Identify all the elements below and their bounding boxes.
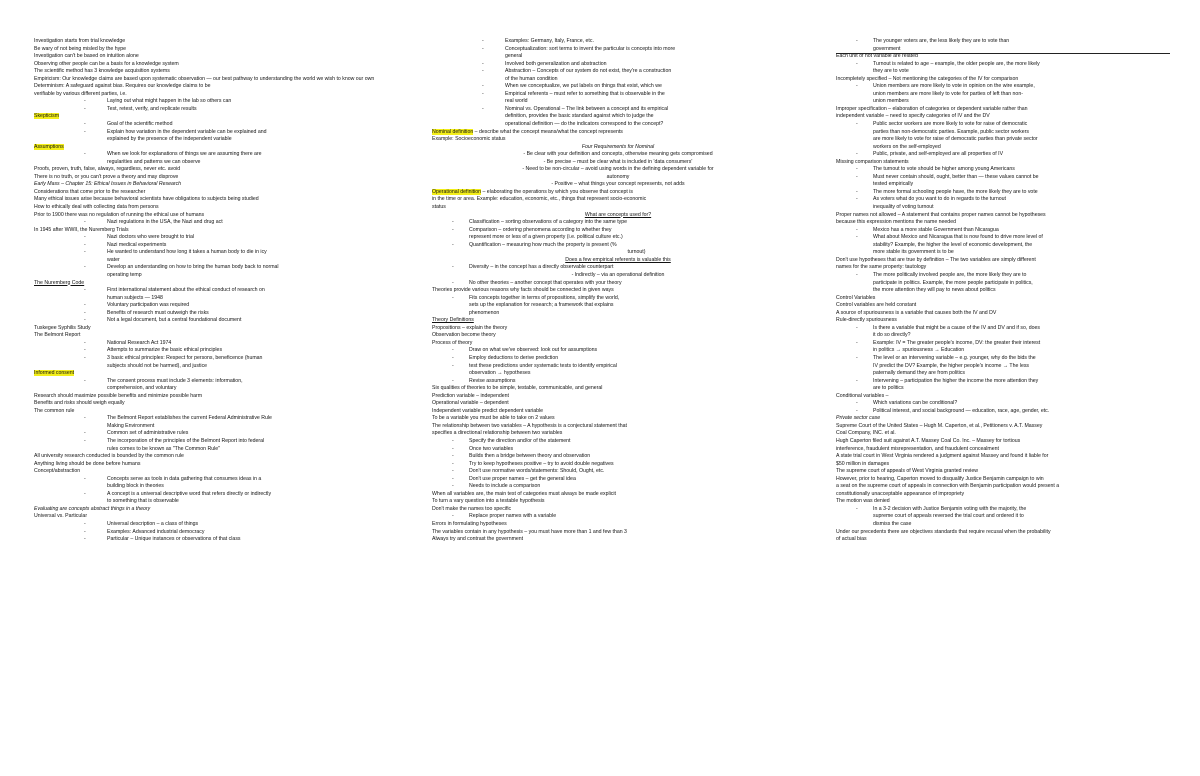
text-line: Evaluating are concepts abstract things in a theory [34,505,151,512]
text-line: government [873,45,901,52]
text-line: Independent variable predict dependent variable [432,407,544,414]
text-line: - Which variations can be conditional? [836,400,1170,408]
text-line: - When we look for explanations of things we are assuming there are [34,151,402,159]
text-line: - Comparison – ordering phenomena according to whether they [432,227,804,235]
text-line: to something that is observable [107,498,179,505]
text-line: Under our precedents there are objectives standards that require recusal when the probability [836,528,1051,535]
text-line: The supreme court of appeals of West Virginia granted review [836,468,978,475]
highlighted-term: Skepticism [34,113,60,120]
text-line: - Political interest, and social background — education, race, age, gender, etc. [836,408,1170,416]
text-line [34,370,402,378]
text-line: Be wary of not being misled by the hype [34,45,126,52]
text-line: - A concept is a universal descriptive word that refers directly or indirectly [34,491,402,499]
text-line: turnout) [627,249,646,256]
text-line: - Attempts to summarize the basic ethical principles [34,347,402,355]
text-line: - Test, retest, verify, and replicate results [34,106,402,114]
text-line: Anything living should be done before humans [34,460,141,467]
text-line: - Indirectly – via an operational definition [571,271,665,278]
text-line: independent variable – need to specify categories of IV and the DV [836,113,990,120]
text-line: Conditional variables – [836,392,889,399]
text-line: - Intervening – participation the higher the income the more attention they [836,378,1170,386]
highlighted-term: Informed consent [34,370,75,377]
text-line: Proofs, proven, truth, false, always, regardless, never etc. avoid [34,166,181,173]
column-3 [836,38,1170,544]
text-line: IV predict the DV? Example, the higher people's income → The less [873,362,1030,369]
text-line: - Develop an understanding on how to bring the human body back to normal [34,264,402,272]
text-line: - Specify the direction and/or of the statement [432,438,804,446]
highlighted-term: Nominal definition [432,128,474,135]
text-line: - The more formal schooling people have, the more likely they are to vote [836,189,1170,197]
text-line: explained by the presence of the independent variable [107,136,232,143]
text-line: phenomenon [469,309,500,316]
text-line: - Builds then a bridge between theory and observation [432,453,804,461]
text-line: Universal vs. Particular [34,513,88,520]
text-line: - Employ deductions to derive prediction [432,355,804,363]
text-line: - As voters what do you want to do in regards to the turnout [836,196,1170,204]
text-line: Don't use hypotheses that are true by definition – The two variables are simply different [836,256,1036,263]
text-line: it do so directly? [873,332,911,339]
text-line: rules comes to be known as "The Common Rule" [107,445,220,452]
text-line: union members [873,98,909,105]
text-line: - Nominal vs. Operational – The link between a concept and its empirical [432,106,804,114]
text-line: - Empirical referents – must refer to something that is observable in the [432,91,804,99]
text-line: - Public, private, and self-employed are all properties of IV [836,151,1170,159]
text-line: Proper names not allowed – A statement that contains proper names cannot be hypotheses [836,211,1046,218]
text-line: Observing other people can be a basis for a knowledge system [34,60,179,67]
text-line: Don't make the names too specific [432,505,512,512]
text-line: Observation become theory [432,332,496,339]
text-line: - The turnout to vote should be higher among young Americans [836,166,1170,174]
text-line: supreme court of appeals reversed the trial court and ordered it to [873,513,1024,520]
text-line: represent more or less of a given property (i.e. political culture etc.) [469,234,623,241]
text-line: Private sector case [836,415,881,422]
text-line: - Don't use normative words/statements: Should, Ought, etc. [432,468,804,476]
text-line: The Nuremberg Code [34,279,85,286]
text-line: - National Research Act 1974 [34,340,402,348]
column-2 [432,38,804,544]
text-line: - Must never contain should, ought, better than — these values cannot be [836,174,1170,182]
text-line: Process of theory [432,339,473,346]
text-line: The relationship between two variables – A hypothesis is a conjectural statement that [432,422,627,429]
text-line: specifies a directional relationship between two variables [432,430,563,437]
text-line: - Revise assumptions [432,378,804,386]
text-line: Empiricism: Our knowledge claims are based upon systematic observation — our best pathway to understanding the world we wish to know our own [34,75,375,82]
term-definition: – elaborating the operations by which you observe that concept is [481,188,634,195]
text-line: - Mexico has a more stable Government than Nicaragua [836,227,1170,235]
text-line: There is no truth, or you can't prove a theory and may disprove [34,173,179,180]
text-line: - Example: IV = The greater people's income, DV: the greater their interest [836,340,1170,348]
text-line: parties than non-democratic parties. Example, public sector workers [873,128,1029,135]
text-line: interference, fraudulent misrepresentation, and fraudulent concealment [836,445,999,452]
text-line: To turn a vary question into a testable hypothesis [432,498,545,505]
text-line: - Public sector workers are more likely to vote for raise of democratic [836,121,1170,129]
text-line: - Laying out what might happen in the lab so others can [34,98,402,106]
text-line: Investigation starts from trial knowledge [34,38,126,44]
text-line: they are to vote [873,68,909,75]
text-line: human subjects — 1948 [107,294,163,301]
text-line: Missing comparison statements [836,158,909,165]
text-line: - Classification – sorting observations of a category into the same type [432,219,804,227]
text-line: The Belmont Report [34,332,81,339]
text-line: - The younger voters are, the less likely they are to vote than [836,38,1170,46]
text-line: comprehension, and voluntary [107,385,177,392]
text-line: Theories provide various reasons why facts should be connected in given ways [432,287,614,294]
text-line: - test these predictions under systematic tests to identify empirical [432,363,804,371]
text-line: - Union members are more likely to vote in opinion on the wire example, [836,83,1170,91]
text-line: definition, provides the basic standard against which to judge the [505,113,654,120]
text-line: Theory Definitions [432,317,474,324]
text-line: Always try and contrast the government [432,536,524,543]
text-line: - The level or an intervening variable – e.g. younger, why do the bids the [836,355,1170,363]
text-line: real world [505,98,528,105]
text-line: Improper specification – elaboration of categories or dependent variable rather than [836,105,1028,112]
text-line: How to ethically deal with collecting data from persons [34,204,159,211]
text-line: because this expression mentions the name needed [836,219,956,226]
text-line: dismiss the case [873,521,912,527]
text-line: - Quantification – measuring how much the property is present (% [432,242,804,250]
column-1 [34,38,402,544]
text-line: workers on the self-employed [873,143,941,150]
text-line: regularities and patterns we can observe [107,158,201,165]
text-line: Operational variable – dependent [432,400,509,407]
text-line: - Concepts serve as tools in data gathering that consumes ideas in a [34,476,402,484]
text-line: Errors in formulating hypotheses [432,521,507,527]
text-line: - He wanted to understand how long it takes a human body to die in icy [34,249,402,257]
text-line: sets up the explanation for research; a framework that explains [469,302,614,309]
text-line: Coal Company, INC. et al. [836,430,896,437]
text-line: - Not a legal document, but a central foundational document [34,317,402,325]
text-line: Propositions – explain the theory [432,324,508,331]
text-line: Prior to 1900 there was no regulation of running the ethical use of humans [34,211,205,218]
text-line: - Universal description – a class of things [34,521,402,529]
text-line: - Be clear with your definition and concepts, otherwise meaning gets compromised [523,151,713,158]
text-line: Rule-directly spuriousness [836,317,897,324]
text-line: Control variables are held constant [836,302,917,309]
text-line: - Nazi regulations in the USA, the Nazi and drug act [34,219,402,227]
text-line: - Particular – Unique instances or observations of that class [34,536,402,544]
text-line: Prediction variable – independent [432,392,510,399]
text-line: - No other theories – another concept that operates with your theory [432,280,804,288]
text-line: - Once two variables [432,446,804,454]
text-line: - Abstraction – Concepts of our system do not exist, they're a construction [432,68,804,76]
text-line: the more attention they will pay to news about politics [873,287,996,294]
text-line: - Is there a variable that might be a cause of the IV and DV and if so, does [836,325,1170,333]
text-line: - The more politically involved people are, the more likely they are to [836,272,1170,280]
text-line: autonomy [606,173,630,180]
text-line: are to politics [873,385,904,392]
text-line: - Examples: Germany, Italy, France, etc. [432,38,804,46]
text-line: Six qualities of theories to be simple, testable, communicable, and general [432,385,603,392]
text-line: - Draw on what we've observed: look out for assumptions [432,347,804,355]
text-line: The common rule [34,407,75,414]
text-line: a seat on the supreme court of appeals in connection with Benjamin participation would present a [836,483,1060,490]
text-line [34,144,402,152]
text-line: constitutionally unacceptable appearance of impropriety [836,490,965,497]
text-line: tested empirically [873,181,914,188]
text-line: - Nazi medical experiments [34,242,402,250]
text-line: However, prior to hearing, Caperton moved to disqualify Justice Benjamin campaign to win [836,475,1044,482]
text-line: general [505,53,523,60]
text-line: of actual bias [836,536,867,543]
text-line: - Goal of the scientific method [34,121,402,129]
text-line: - Needs to include a comparison [432,483,804,491]
text-line: - Involved both generalization and abstraction [432,61,804,69]
text-line: - Replace proper names with a variable [432,513,804,521]
text-line: A source of spuriousness is a variable that causes both the IV and DV [836,309,997,316]
text-line: Example: Socioeconomic status [432,136,506,143]
text-line: verifiable by various different parties, i.e. [34,90,127,97]
text-line: Many ethical issues arise because behavioral scientists have obligations to subjects being studied [34,196,259,203]
text-line: - Explain how variation in the dependent variable can be explained and [34,129,402,137]
text-line: Considerations that come prior to the researcher [34,188,146,195]
text-line: - Voluntary participation was required [34,302,402,310]
text-line [432,129,804,137]
text-line: water [107,256,120,263]
text-line: - What about Mexico and Nicaragua that is now found to drive more level of [836,234,1170,242]
text-line: Concept/abstraction [34,468,81,475]
text-line: observation → hypotheses [469,370,531,377]
text-line: All university research conducted is bounded by the common rule [34,453,184,460]
highlighted-term: Assumptions [34,143,64,150]
text-line: Does a few empirical referents is valuable this [565,256,671,263]
text-line: of the human condition [505,75,558,82]
text-line: Supreme Court of the United States – Hugh M. Caperton, et al., Petitioners v. A.T. Massey [836,422,1043,429]
text-line: - Don't use proper names – get the general idea [432,476,804,484]
text-line [34,113,402,121]
text-line: The scientific method has 3 knowledge acquisition systems [34,68,170,75]
text-line: Each unit of not variable are related [836,53,918,60]
text-line: Incompletely specified – Not mentioning the categories of the IV for comparison [836,75,1019,82]
text-line: operational definition — do the indicators correspond to the concept? [505,121,664,128]
text-line: - The Belmont Report establishes the current Federal Administrative Rule [34,415,402,423]
text-line: - Turnout is related to age – example, the older people are, the more likely [836,61,1170,69]
text-line: - Fits concepts together in terms of propositions, simplify the world, [432,295,804,303]
text-line: The motion was denied [836,498,890,505]
text-line: - Benefits of research must outweigh the risks [34,310,402,318]
text-line: Four Requirements for Nominal [581,143,655,150]
text-line: The variables contain in any hypothesis – you must have more than 1 and few than 3 [432,528,627,535]
text-line: - When we conceptualize, we put labels on things that exist, which we [432,83,804,91]
text-line: subjects should not be harmed), and justice [107,362,208,369]
text-line: status [432,204,446,211]
text-line: - Conceptualization: sort terms to invent the particular is concepts into more [432,46,804,54]
text-line: Early Mass – Chapter 15: Ethical Issues in Behavioral Research [34,181,182,188]
text-line: building block in theories [107,483,164,490]
text-line: Tuskegee Syphilis Study [34,324,91,331]
text-line: more stable its government is to be [873,249,954,256]
text-line: In 1945 after WWII, the Nuremberg Trials [34,226,129,233]
text-line: Investigation can't be based on intuition alone [34,53,139,60]
text-line: When all variables are, the main test of categories must always be made explicit [432,490,616,497]
text-line: Benefits and risks should weigh equally [34,400,125,407]
text-line: - The consent process must include 3 elements: information, [34,378,402,386]
text-line: - Diversity – in the concept has a directly observable counterpart [432,264,804,272]
text-line: Control Variables [836,294,876,301]
text-line: paternally demand they are from politics [873,370,965,377]
text-line: - The incorporation of the principles of the Belmont Report into federal [34,438,402,446]
text-line: - Need to be non-circular – avoid using words in the defining dependent variable for [522,166,714,173]
text-line: in politics → spuriousness → Education [873,347,965,354]
text-line: - Nazi doctors who were brought to trial [34,234,402,242]
text-line: - Positive – what things your concept represents, not adds [551,181,685,188]
highlighted-term: Operational definition [432,188,482,195]
text-line: operating temp [107,271,142,278]
text-line: in the time or area. Example: education, economic, etc., things that represent socio-economic [432,196,647,203]
text-line: - 3 basic ethical principles: Respect for persons, beneficence (human [34,355,402,363]
text-line: inequality of voting turnout [873,204,934,211]
text-line: - In a 3-2 decision with Justice Benjamin voting with the majority, the [836,506,1170,514]
section-divider [836,53,1170,54]
text-line: names for the same property: tautology [836,264,927,271]
text-line: What are concepts used for? [584,211,652,218]
text-line: are more likely to vote for raise of democratic parties than private sector [873,136,1038,143]
text-line: $50 million in damages [836,460,890,467]
text-line: - Be precise – must be clear what is included in 'data consumers' [543,158,693,165]
term-definition: – describe what the concept means/what the concept represents [473,128,623,135]
text-line: - Try to keep hypotheses positive – try to avoid double negatives [432,461,804,469]
text-line: - Common set of administrative rules [34,430,402,438]
text-line: stability? Example, the higher the level of economic development, the [873,241,1033,248]
text-line: Determinism: A safeguard against bias. Requires our knowledge claims to be [34,83,211,90]
text-line [432,189,804,197]
text-line: participate in politics. Example, the more people participate in politics, [873,279,1033,286]
text-line: Research should maximize possible benefits and minimize possible harm [34,392,203,399]
text-line: Hugh Caperton filed suit against A.T. Massey Coal Co. Inc. – Massey for tortious [836,437,1021,444]
text-line: - Examples: Advanced industrial democracy [34,529,402,537]
text-line: Making Environment [107,422,155,429]
text-line: To be a variable you must be able to take on 2 values [432,415,555,422]
text-line: - First international statement about the ethical conduct of research on [34,287,402,295]
text-line: union members are more likely to vote for parties of left than non- [873,90,1023,97]
text-line: A state trial court in West Virginia rendered a judgment against Massey and found it liable for [836,453,1049,460]
